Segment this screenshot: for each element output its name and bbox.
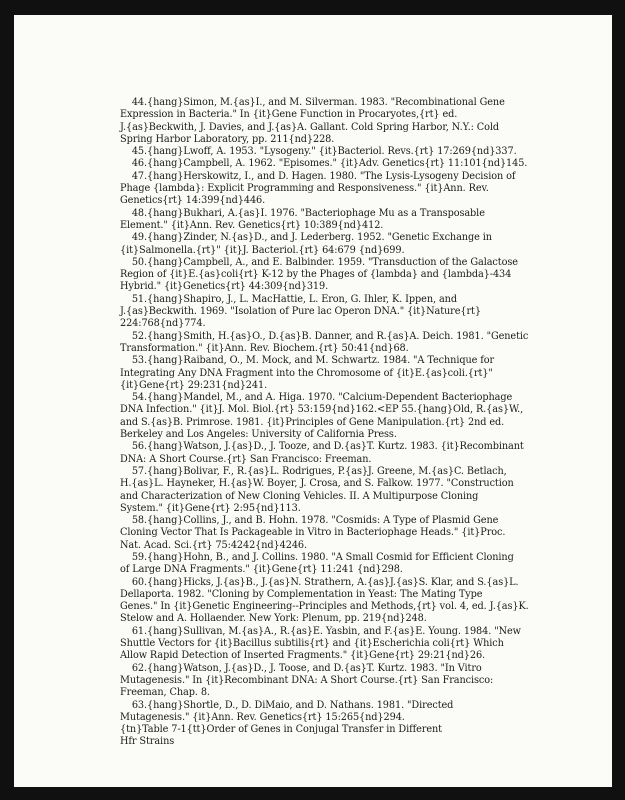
reference-continuation-line: Genetics{rt} 14:399{nd}446. [120,195,266,207]
reference-entry-start-line: 63.{hang}Shortle, D., D. DiMaio, and D. Nathans. 1981. "Directed [131,699,454,711]
reference-continuation-line: and Characterization of New Cloning Vehicles. II. A Multipurpose Cloning [120,490,479,502]
reference-entry-start-line: 61.{hang}Sullivan, M.{as}A., R.{as}E. Yasbin, and F.{as}E. Young. 1984. "New [131,625,521,637]
reference-entry-start-line: 60.{hang}Hicks, J.{as}B., J.{as}N. Strathern, A.{as}J.{as}S. Klar, and S.{as}L. [131,576,519,588]
reference-entry-start-line: 52.{hang}Smith, H.{as}O., D.{as}B. Danner, and R.{as}A. Deich. 1981. "Genetic [131,330,529,342]
reference-continuation-line: and S.{as}B. Primrose. 1981. {it}Principles of Gene Manipulation.{rt} 2nd ed. [120,416,505,428]
reference-continuation-line: Phage {lambda}: Explicit Programming and Responsiveness." {it}Ann. Rev. [120,183,489,195]
reference-continuation-line: DNA: A Short Course.{rt} San Francisco: Freeman. [120,453,372,465]
reference-entry-start-line: 58.{hang}Collins, J., and B. Hohn. 1978. "Cosmids: A Type of Plasmid Gene [131,515,499,527]
reference-list [120,97,544,749]
reference-continuation-line: Hybrid." {it}Genetics{rt} 44:309{nd}319. [120,281,329,293]
reference-entry-start-line: 56.{hang}Watson, J.{as}D., J. Tooze, and D.{as}T. Kurtz. 1983. {it}Recombinant [131,441,524,453]
reference-entry-start-line: 48.{hang}Bukhari, A.{as}I. 1976. "Bacteriophage Mu as a Transposable [131,207,485,219]
reference-continuation-line: 224:768{nd}774. [120,318,206,330]
reference-continuation-line: Stelow and A. Hollaender. New York: Plenum, pp. 219{nd}248. [120,613,427,625]
reference-continuation-line: of Large DNA Fragments." {it}Gene{rt} 11:241 {nd}298. [120,564,403,576]
reference-continuation-line: J.{as}Beckwith. 1969. "Isolation of Pure lac Operon DNA." {it}Nature{rt} [120,306,481,318]
reference-entry-start-line: 46.{hang}Campbell, A. 1962. "Episomes." {it}Adv. Genetics{rt} 11:101{nd}145. [131,158,528,170]
reference-continuation-line: Expression in Bacteria." In {it}Gene Function in Procaryotes,{rt} ed. [120,109,458,121]
reference-continuation-line: Nat. Acad. Sci.{rt} 75:4242{nd}4246. [120,539,308,551]
reference-continuation-line: {it}Gene{rt} 29:231{nd}241. [120,379,268,391]
reference-continuation-line: Transformation." {it}Ann. Rev. Biochem.{rt} 50:41{nd}68. [120,342,409,354]
reference-entry-start-line: 62.{hang}Watson, J.{as}D., J. Toose, and D.{as}T. Kurtz. 1983. "In Vitro [131,662,482,674]
reference-entry-start-line: 51.{hang}Shapiro, J., L. MacHattie, L. Eron, G. Ihler, K. Ippen, and [131,293,457,305]
paper-sheet [14,15,612,787]
reference-continuation-line: System." {it}Gene{rt} 2:95{nd}113. [120,502,301,514]
reference-continuation-line: DNA Infection." {it}J. Mol. Biol.{rt} 53:159{nd}162.<EP 55.{hang}Old, R.{as}W., [120,404,524,416]
reference-continuation-line: Mutagenesis." {it}Ann. Rev. Genetics{rt} 15:265{nd}294. [120,711,405,723]
reference-continuation-line: Freeman, Chap. 8. [120,687,210,699]
reference-continuation-line: Berkeley and Los Angeles: University of California Press. [120,429,397,441]
reference-entry-start-line: 57.{hang}Bolivar, F., R.{as}L. Rodrigues, P.{as}J. Greene, M.{as}C. Betlach, [131,465,507,477]
reference-continuation-line: Spring Harbor Laboratory, pp. 211{nd}228. [120,133,335,145]
reference-entry-start-line: 59.{hang}Hohn, B., and J. Collins. 1980. "A Small Cosmid for Efficient Cloning [131,551,514,563]
reference-entry-start-line: 44.{hang}Simon, M.{as}I., and M. Silverman. 1983. "Recombinational Gene [131,97,505,108]
reference-continuation-line: Region of {it}E.{as}coli{rt} K-12 by the Phages of {lambda} and {lambda}-434 [120,269,512,281]
reference-continuation-line: Genes." In {it}Genetic Engineering--Principles and Methods,{rt} vol. 4, ed. J.{as}K. [120,601,529,613]
reference-continuation-line: J.{as}Beckwith, J. Davies, and J.{as}A. Gallant. Cold Spring Harbor, N.Y.: Cold [120,121,500,133]
reference-entry-start-line: 47.{hang}Herskowitz, I., and D. Hagen. 1980. "The Lysis-Lysogeny Decision of [131,170,516,182]
reference-entry-start-line: 49.{hang}Zinder, N.{as}D., and J. Lederberg. 1952. "Genetic Exchange in [131,232,492,244]
reference-continuation-line: Allow Rapid Detection of Inserted Fragments." {it}Gene{rt} 29:21{nd}26. [120,650,486,662]
reference-continuation-line: Mutagenesis." In {it}Recombinant DNA: A Short Course.{rt} San Francisco: [120,674,494,686]
reference-entry-start-line: 50.{hang}Campbell, A., and E. Balbinder. 1959. "Transduction of the Galactose [131,256,518,268]
reference-entry-start-line: 53.{hang}Raiband, O., M. Mock, and M. Schwartz. 1984. "A Technique for [131,355,495,367]
reference-continuation-line: {it}Salmonella.{rt}" {it}J. Bacteriol.{rt} 64:679 {nd}699. [120,244,405,256]
reference-continuation-line: Hfr Strains [120,736,175,748]
reference-entry-start-line: 54.{hang}Mandel, M., and A. Higa. 1970. "Calcium-Dependent Bacteriophage [131,392,513,404]
reference-continuation-line: {tn}Table 7-1{tt}Order of Genes in Conjugal Transfer in Different [120,724,443,736]
reference-continuation-line: Shuttle Vectors for {it}Bacillus subtilis{rt} and {it}Escherichia coli{rt} Which [120,638,504,650]
reference-continuation-line: Cloning Vector That Is Packageable in Vitro in Bacteriophage Heads." {it}Proc. [120,527,506,539]
reference-continuation-line: Element." {it}Ann. Rev. Genetics{rt} 10:389{nd}412. [120,219,384,231]
reference-continuation-line: H.{as}L. Hayneker, H.{as}W. Boyer, J. Crosa, and S. Falkow. 1977. "Construction [120,478,514,490]
reference-entry-start-line: 45.{hang}Lwoff, A. 1953. "Lysogeny." {it}Bacteriol. Revs.{rt} 17:269{nd}337. [131,146,517,158]
reference-continuation-line: Integrating Any DNA Fragment into the Chromosome of {it}E.{as}coli.{rt}" [120,367,493,379]
reference-continuation-line: Dellaporta. 1982. "Cloning by Complementation in Yeast: The Mating Type [120,588,483,600]
